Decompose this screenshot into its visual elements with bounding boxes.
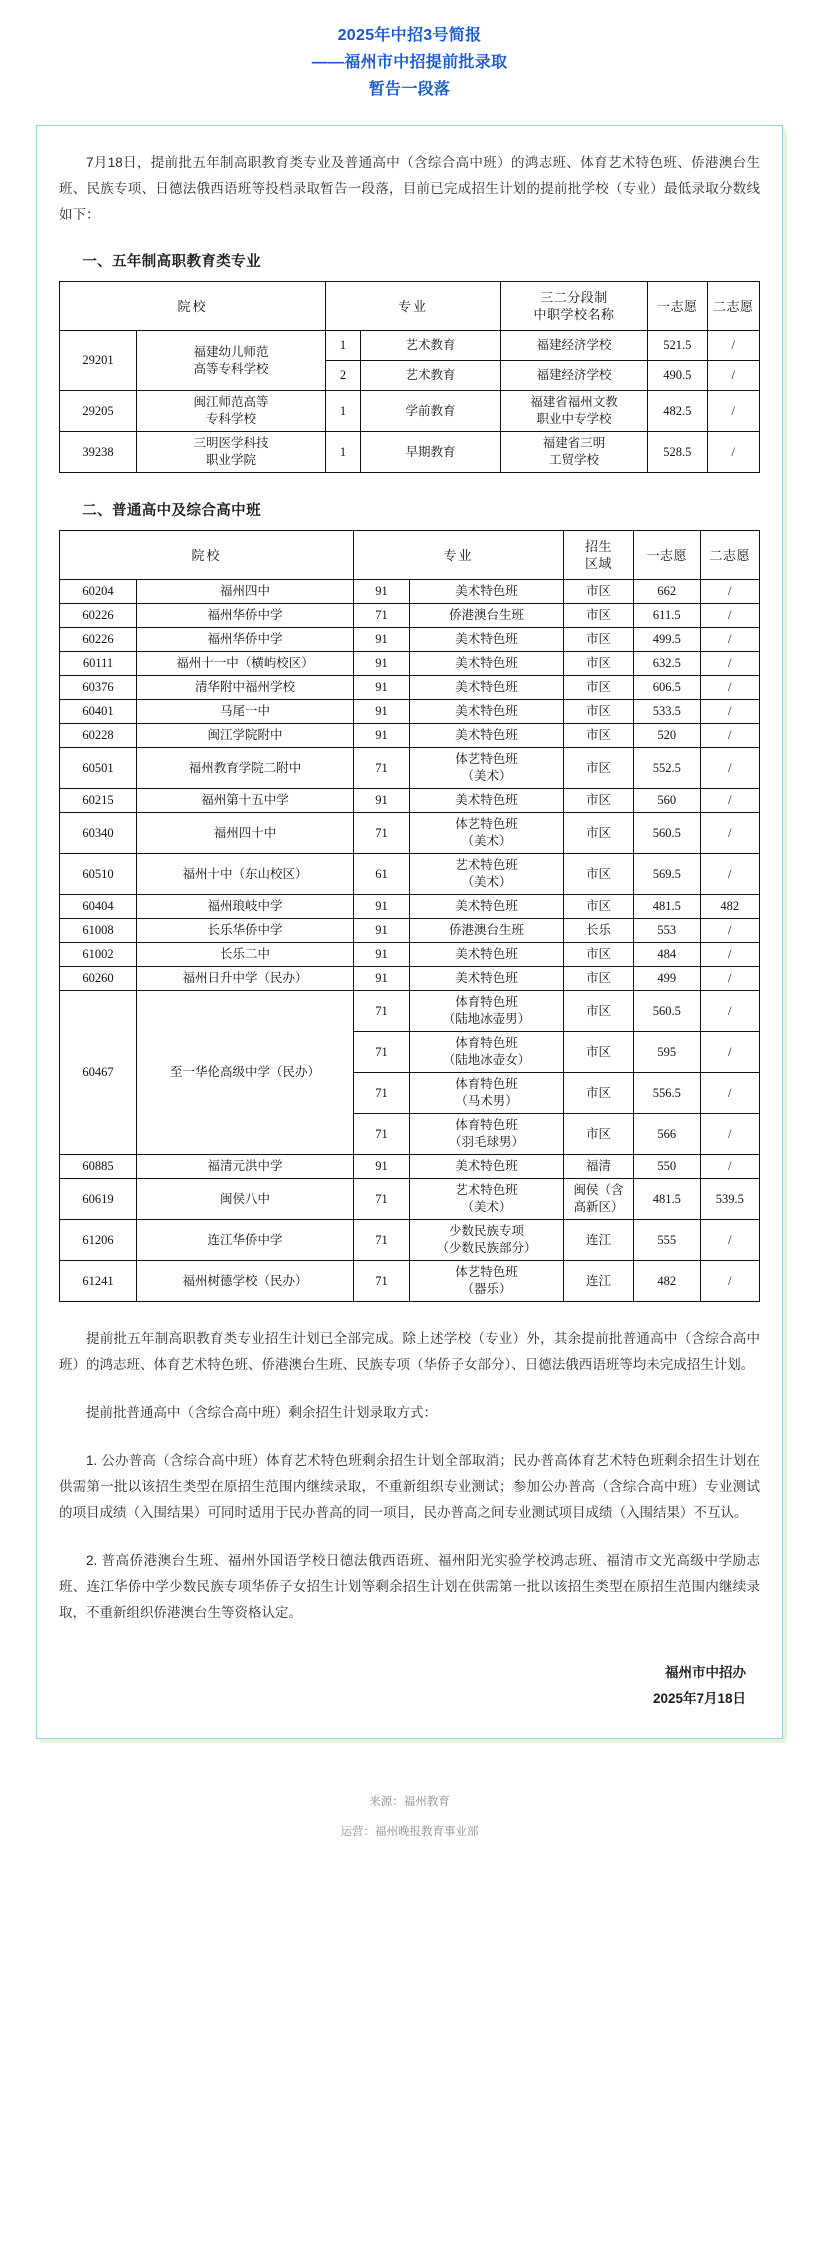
table-row (60, 331, 760, 361)
cell-wish-2: / (700, 789, 760, 813)
cell-wish-1: 499 (634, 967, 701, 991)
cell-wish-2: / (700, 652, 760, 676)
cell-school-name: 三明医学科技 职业学院 (137, 432, 326, 473)
cell-wish-1: 499.5 (634, 628, 701, 652)
cell-enrollment-area: 市区 (564, 628, 634, 652)
cell-school-name: 闽侯八中 (137, 1179, 354, 1220)
cell-wish-2: / (707, 391, 760, 432)
cell-school-name: 连江华侨中学 (137, 1220, 354, 1261)
cell-major-no: 91 (354, 580, 410, 604)
cell-major-no: 91 (354, 789, 410, 813)
table-row (60, 967, 760, 991)
cell-school-name: 福州教育学院二附中 (137, 748, 354, 789)
cell-school-code: 61008 (60, 919, 137, 943)
cell-wish-1: 662 (634, 580, 701, 604)
cell-major-name: 艺术特色班 （美术） (410, 854, 564, 895)
cell-wish-1: 521.5 (648, 331, 708, 361)
cell-school-name: 福州第十五中学 (137, 789, 354, 813)
page-title-line-2: ——福州市中招提前批录取 (311, 54, 508, 71)
cell-major-no: 91 (354, 676, 410, 700)
cell-major-name: 美术特色班 (410, 789, 564, 813)
page-title-line-3: 暂告一段落 (368, 81, 451, 98)
col-header-major: 专业 (326, 282, 501, 331)
cell-wish-1: 560.5 (634, 813, 701, 854)
cell-wish-1: 560.5 (634, 991, 701, 1032)
table-row (60, 854, 760, 895)
cell-wish-1: 566 (634, 1114, 701, 1155)
cell-school-name: 福州华侨中学 (137, 604, 354, 628)
cell-school-code: 61206 (60, 1220, 137, 1261)
note-paragraph-1: 提前批五年制高职教育类专业招生计划已全部完成。除上述学校（专业）外，其余提前批普通高中（含综合高中班）的鸿志班、体育艺术特色班、侨港澳台生班、民族专项（华侨子女部分）、日德法俄西语班等均未完成招生计划。 (59, 1331, 760, 1372)
cell-school-name: 长乐华侨中学 (137, 919, 354, 943)
signature-block (59, 1660, 760, 1712)
cell-wish-2: / (707, 331, 760, 361)
cell-enrollment-area: 长乐 (564, 919, 634, 943)
cell-wish-2: / (707, 432, 760, 473)
cell-wish-2: / (700, 1261, 760, 1302)
cell-vocational-school: 福建经济学校 (501, 361, 648, 391)
cell-wish-2: / (700, 919, 760, 943)
cell-wish-1: 484 (634, 943, 701, 967)
cell-vocational-school: 福建省三明 工贸学校 (501, 432, 648, 473)
cell-wish-2: 539.5 (700, 1179, 760, 1220)
col-header-enrollment-area: 招生 区域 (564, 531, 634, 580)
cell-major-name: 体育特色班 （陆地冰壶女） (410, 1032, 564, 1073)
cell-school-code: 60885 (60, 1155, 137, 1179)
cell-wish-2: / (700, 724, 760, 748)
cell-enrollment-area: 市区 (564, 943, 634, 967)
cell-major-name: 美术特色班 (410, 652, 564, 676)
table-row (60, 580, 760, 604)
cell-wish-2: / (700, 748, 760, 789)
table-row (60, 813, 760, 854)
cell-school-code: 60376 (60, 676, 137, 700)
cell-enrollment-area: 市区 (564, 1114, 634, 1155)
cell-enrollment-area: 市区 (564, 789, 634, 813)
article-title-block (0, 0, 819, 111)
cell-school-code: 60510 (60, 854, 137, 895)
cell-major-name: 美术特色班 (410, 943, 564, 967)
cell-school-code: 60404 (60, 895, 137, 919)
cell-wish-1: 595 (634, 1032, 701, 1073)
cell-wish-1: 481.5 (634, 1179, 701, 1220)
cell-wish-2: / (700, 943, 760, 967)
cell-school-code: 61002 (60, 943, 137, 967)
cell-major-name: 体育特色班 （马术男） (410, 1073, 564, 1114)
cell-school-name: 马尾一中 (137, 700, 354, 724)
cell-school-code: 60226 (60, 604, 137, 628)
cell-school-name: 福州琅岐中学 (137, 895, 354, 919)
cell-wish-1: 606.5 (634, 676, 701, 700)
cell-major-no: 61 (354, 854, 410, 895)
cell-wish-1: 533.5 (634, 700, 701, 724)
cell-school-code: 60467 (60, 991, 137, 1155)
col-header-wish-2: 二志愿 (707, 282, 760, 331)
table-row (60, 919, 760, 943)
cell-wish-2: / (700, 1032, 760, 1073)
cell-wish-1: 520 (634, 724, 701, 748)
table-five-year-vocational (59, 281, 760, 473)
footer-source: 来源：福州教育 (369, 1796, 450, 1808)
cell-wish-2: / (700, 967, 760, 991)
table-row (60, 943, 760, 967)
cell-enrollment-area: 市区 (564, 748, 634, 789)
col-header-school: 院校 (60, 282, 326, 331)
cell-wish-1: 490.5 (648, 361, 708, 391)
cell-major-no: 71 (354, 991, 410, 1032)
cell-wish-2: / (700, 1155, 760, 1179)
cell-school-code: 60619 (60, 1179, 137, 1220)
cell-major-no: 2 (326, 361, 361, 391)
cell-wish-1: 482.5 (648, 391, 708, 432)
cell-school-name: 福州树德学校（民办） (137, 1261, 354, 1302)
cell-school-name: 闽江师范高等 专科学校 (137, 391, 326, 432)
cell-school-name: 福州四十中 (137, 813, 354, 854)
cell-enrollment-area: 市区 (564, 854, 634, 895)
cell-enrollment-area: 市区 (564, 724, 634, 748)
cell-school-name: 福州日升中学（民办） (137, 967, 354, 991)
cell-enrollment-area: 市区 (564, 652, 634, 676)
signature-date: 2025年7月18日 (652, 1691, 746, 1706)
cell-school-name: 福州十一中（横屿校区） (137, 652, 354, 676)
cell-major-no: 1 (326, 331, 361, 361)
cell-school-code: 60204 (60, 580, 137, 604)
cell-wish-1: 611.5 (634, 604, 701, 628)
cell-wish-2: / (700, 854, 760, 895)
cell-enrollment-area: 连江 (564, 1220, 634, 1261)
cell-major-name: 美术特色班 (410, 967, 564, 991)
cell-major-name: 美术特色班 (410, 1155, 564, 1179)
cell-wish-2: / (700, 991, 760, 1032)
cell-major-name: 美术特色班 (410, 580, 564, 604)
cell-wish-2: / (700, 813, 760, 854)
cell-vocational-school: 福建经济学校 (501, 331, 648, 361)
intro-paragraph: 7月18日，提前批五年制高职教育类专业及普通高中（含综合高中班）的鸿志班、体育艺术特色班、侨港澳台生班、民族专项、日德法俄西语班等投档录取暂告一段落，目前已完成招生计划的提前批学校（专业）最低录取分数线如下： (59, 155, 760, 222)
cell-major-name: 少数民族专项 （少数民族部分） (410, 1220, 564, 1261)
cell-wish-1: 632.5 (634, 652, 701, 676)
table-row (60, 1155, 760, 1179)
cell-school-name: 福州四中 (137, 580, 354, 604)
note-paragraph-4: 2. 普高侨港澳台生班、福州外国语学校日德法俄西语班、福州阳光实验学校鸿志班、福清市文光高级中学励志班、连江华侨中学少数民族专项华侨子女招生计划等剩余招生计划在供需第一批以该招生类型在原招生范围内继续录取，不重新组织侨港澳台生等资格认定。 (59, 1553, 760, 1620)
content-card-wrapper (0, 111, 819, 1761)
cell-major-no: 71 (354, 1073, 410, 1114)
cell-wish-1: 552.5 (634, 748, 701, 789)
cell-major-no: 91 (354, 967, 410, 991)
table-row (60, 391, 760, 432)
cell-school-code: 60501 (60, 748, 137, 789)
cell-school-name: 福清元洪中学 (137, 1155, 354, 1179)
cell-school-name: 福建幼儿师范 高等专科学校 (137, 331, 326, 391)
section-1-heading: 一、五年制高职教育类专业 (82, 254, 261, 270)
cell-major-name: 体艺特色班 （美术） (410, 813, 564, 854)
cell-major-no: 91 (354, 919, 410, 943)
table-header-row (60, 531, 760, 580)
cell-major-no: 91 (354, 895, 410, 919)
cell-major-name: 美术特色班 (410, 676, 564, 700)
table-row (60, 1220, 760, 1261)
cell-wish-1: 553 (634, 919, 701, 943)
cell-major-no: 91 (354, 724, 410, 748)
cell-wish-1: 528.5 (648, 432, 708, 473)
cell-wish-2: / (700, 1114, 760, 1155)
cell-major-name: 美术特色班 (410, 724, 564, 748)
cell-school-code: 60215 (60, 789, 137, 813)
cell-major-no: 71 (354, 1261, 410, 1302)
note-paragraph-2: 提前批普通高中（含综合高中班）剩余招生计划录取方式： (86, 1405, 437, 1420)
table-row (60, 789, 760, 813)
cell-wish-2: / (700, 1073, 760, 1114)
cell-school-code: 29205 (60, 391, 137, 432)
cell-enrollment-area: 市区 (564, 1073, 634, 1114)
cell-major-no: 71 (354, 604, 410, 628)
cell-school-code: 60340 (60, 813, 137, 854)
cell-enrollment-area: 市区 (564, 580, 634, 604)
cell-major-name: 早期教育 (361, 432, 501, 473)
cell-major-no: 71 (354, 813, 410, 854)
cell-wish-1: 560 (634, 789, 701, 813)
signature-office: 福州市中招办 (665, 1665, 746, 1680)
table-row (60, 628, 760, 652)
cell-school-code: 60228 (60, 724, 137, 748)
section-2-heading: 二、普通高中及综合高中班 (82, 503, 261, 519)
cell-enrollment-area: 市区 (564, 895, 634, 919)
cell-major-name: 体育特色班 （羽毛球男） (410, 1114, 564, 1155)
table-row (60, 604, 760, 628)
cell-wish-2: / (700, 628, 760, 652)
cell-major-no: 1 (326, 391, 361, 432)
cell-enrollment-area: 闽侯（含 高新区） (564, 1179, 634, 1220)
cell-enrollment-area: 市区 (564, 700, 634, 724)
content-card (36, 125, 783, 1739)
cell-major-no: 91 (354, 943, 410, 967)
table-row (60, 991, 760, 1032)
cell-school-name: 清华附中福州学校 (137, 676, 354, 700)
cell-major-name: 美术特色班 (410, 895, 564, 919)
cell-school-name: 至一华伦高级中学（民办） (137, 991, 354, 1155)
cell-school-name: 福州华侨中学 (137, 628, 354, 652)
cell-enrollment-area: 市区 (564, 676, 634, 700)
note-paragraph-3: 1. 公办普高（含综合高中班）体育艺术特色班剩余招生计划全部取消；民办普高体育艺术特色班剩余招生计划在供需第一批以该招生类型在原招生范围内继续录取，不重新组织专业测试；参加公办普高（含综合高中班）专业测试的项目成绩（入围结果）可同时适用于民办普高的同一项目，民办普高之间专业测试项目成绩（入围结果）不互认。 (59, 1453, 760, 1520)
col-header-wish-2: 二志愿 (700, 531, 760, 580)
cell-wish-2: / (700, 604, 760, 628)
cell-enrollment-area: 连江 (564, 1261, 634, 1302)
table-row (60, 700, 760, 724)
cell-major-name: 体艺特色班 （美术） (410, 748, 564, 789)
table-row (60, 895, 760, 919)
cell-school-code: 60401 (60, 700, 137, 724)
table-row (60, 652, 760, 676)
cell-enrollment-area: 市区 (564, 813, 634, 854)
cell-wish-1: 481.5 (634, 895, 701, 919)
cell-wish-2: / (700, 700, 760, 724)
cell-major-name: 艺术教育 (361, 331, 501, 361)
cell-major-no: 91 (354, 700, 410, 724)
cell-major-name: 体育特色班 （陆地冰壶男） (410, 991, 564, 1032)
table-row (60, 748, 760, 789)
cell-enrollment-area: 市区 (564, 604, 634, 628)
cell-wish-2: 482 (700, 895, 760, 919)
cell-wish-1: 555 (634, 1220, 701, 1261)
cell-major-no: 91 (354, 1155, 410, 1179)
cell-school-code: 60226 (60, 628, 137, 652)
page-title-line-1: 2025年中招3号简报 (337, 27, 482, 44)
cell-major-no: 71 (354, 1179, 410, 1220)
cell-wish-1: 550 (634, 1155, 701, 1179)
col-header-vocational-school: 三二分段制 中职学校名称 (501, 282, 648, 331)
col-header-wish-1: 一志愿 (634, 531, 701, 580)
cell-enrollment-area: 福清 (564, 1155, 634, 1179)
cell-major-no: 1 (326, 432, 361, 473)
cell-major-name: 美术特色班 (410, 628, 564, 652)
footer-operator: 运营：福州晚报教育事业部 (340, 1826, 479, 1838)
cell-major-no: 71 (354, 748, 410, 789)
cell-wish-1: 569.5 (634, 854, 701, 895)
col-header-major: 专业 (354, 531, 564, 580)
cell-school-code: 29201 (60, 331, 137, 391)
cell-wish-2: / (700, 580, 760, 604)
cell-major-name: 艺术特色班 （美术） (410, 1179, 564, 1220)
cell-major-name: 艺术教育 (361, 361, 501, 391)
cell-major-no: 91 (354, 628, 410, 652)
cell-major-name: 美术特色班 (410, 700, 564, 724)
cell-wish-2: / (700, 676, 760, 700)
cell-school-code: 60260 (60, 967, 137, 991)
cell-major-no: 71 (354, 1220, 410, 1261)
table-row (60, 1179, 760, 1220)
cell-school-name: 长乐二中 (137, 943, 354, 967)
table-header-row (60, 282, 760, 331)
cell-major-no: 71 (354, 1114, 410, 1155)
cell-enrollment-area: 市区 (564, 967, 634, 991)
cell-major-name: 学前教育 (361, 391, 501, 432)
table-general-high-school (59, 530, 760, 1302)
cell-major-no: 71 (354, 1032, 410, 1073)
cell-major-name: 体艺特色班 （器乐） (410, 1261, 564, 1302)
cell-school-name: 福州十中（东山校区） (137, 854, 354, 895)
cell-vocational-school: 福建省福州文教 职业中专学校 (501, 391, 648, 432)
cell-wish-2: / (707, 361, 760, 391)
page-footer (0, 1761, 819, 1873)
table-row (60, 724, 760, 748)
table-row (60, 432, 760, 473)
cell-school-code: 61241 (60, 1261, 137, 1302)
cell-major-no: 91 (354, 652, 410, 676)
cell-major-name: 侨港澳台生班 (410, 919, 564, 943)
cell-school-code: 39238 (60, 432, 137, 473)
cell-major-name: 侨港澳台生班 (410, 604, 564, 628)
col-header-wish-1: 一志愿 (648, 282, 708, 331)
cell-school-name: 闽江学院附中 (137, 724, 354, 748)
cell-wish-1: 556.5 (634, 1073, 701, 1114)
col-header-school: 院校 (60, 531, 354, 580)
cell-enrollment-area: 市区 (564, 1032, 634, 1073)
table-row (60, 1261, 760, 1302)
cell-school-code: 60111 (60, 652, 137, 676)
cell-wish-2: / (700, 1220, 760, 1261)
cell-enrollment-area: 市区 (564, 991, 634, 1032)
cell-wish-1: 482 (634, 1261, 701, 1302)
table-row (60, 676, 760, 700)
